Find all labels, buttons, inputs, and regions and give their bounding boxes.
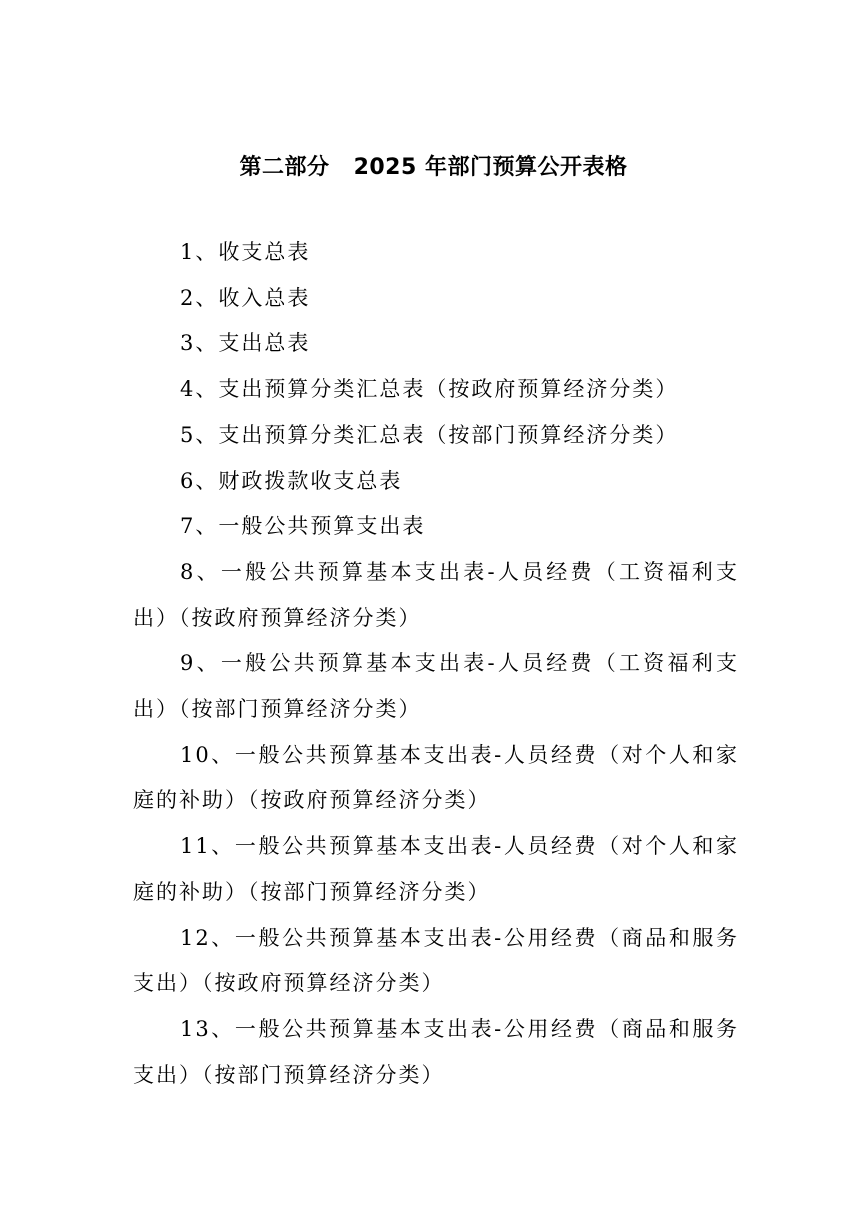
- list-item: 9、一般公共预算基本支出表-人员经费（工资福利支出）（按部门预算经济分类）: [133, 651, 739, 722]
- list-item: 5、支出预算分类汇总表（按部门预算经济分类）: [180, 422, 679, 447]
- list-item: 11、一般公共预算基本支出表-人员经费（对个人和家庭的补助）（按部门预算经济分类）: [133, 834, 739, 904]
- title-part-label: 第二部分: [239, 155, 330, 180]
- list-item: 7、一般公共预算支出表: [180, 514, 426, 539]
- list-item: 13、一般公共预算基本支出表-公用经费（商品和服务支出）（按部门预算经济分类）: [133, 1016, 739, 1087]
- list-item: 1、收支总表: [180, 240, 311, 264]
- list-item: 8、一般公共预算基本支出表-人员经费（工资福利支出）（按政府预算经济分类）: [133, 559, 739, 630]
- list-item: 3、支出总表: [180, 331, 311, 356]
- list-item: 2、收入总表: [180, 285, 311, 310]
- list-item: 12、一般公共预算基本支出表-公用经费（商品和服务支出）（按政府预算经济分类）: [133, 925, 739, 996]
- page-title: [0, 150, 867, 186]
- list-item: 6、财政拨款收支总表: [180, 468, 403, 493]
- title-main-text: 2025 年部门预算公开表格: [353, 155, 628, 180]
- table-list: [133, 230, 739, 1098]
- list-item: 4、支出预算分类汇总表（按政府预算经济分类）: [180, 377, 679, 402]
- list-item: 10、一般公共预算基本支出表-人员经费（对个人和家庭的补助）（按政府预算经济分类）: [133, 742, 739, 813]
